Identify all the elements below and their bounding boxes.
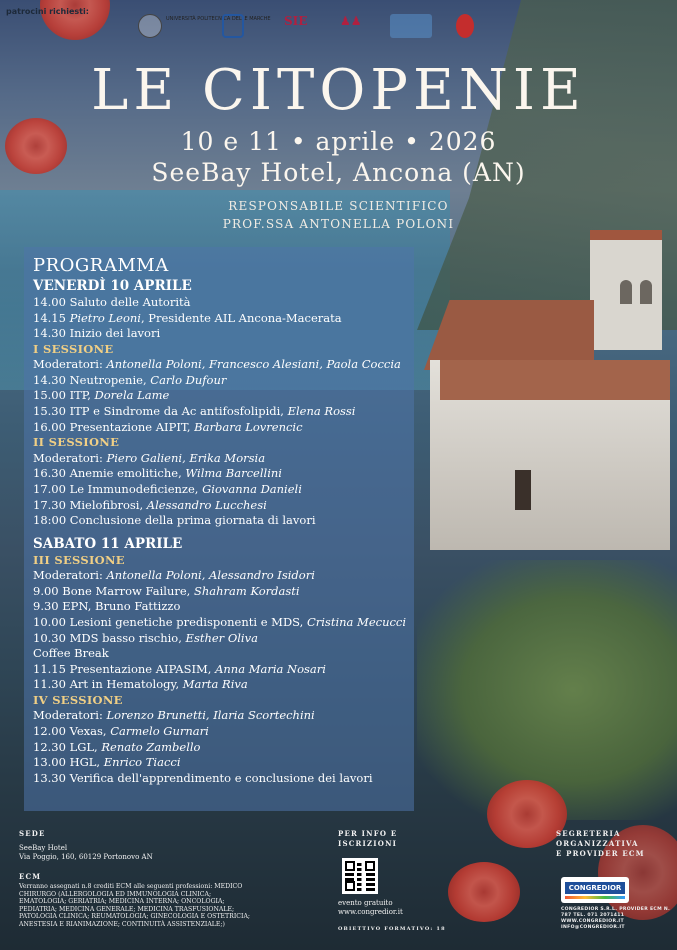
congredior-info: CONGREDIOR S.R.L. PROVIDER ECM N. 787 TEL. 071 2071411 WWW.CONGREDIOR.IT INFO@CONGREDIOR.IT — [561, 907, 671, 930]
program-speaker: Antonella Poloni, Francesco Alesiani, Paola Coccia — [106, 357, 401, 372]
program-topic: LGL, — [69, 739, 102, 754]
program-heading: PROGRAMMA — [33, 255, 169, 276]
program-row — [33, 740, 406, 756]
program-speaker: Alessandro Lucchesi — [146, 497, 267, 512]
program-topic: Moderatori: — [33, 357, 107, 372]
sie-logo: SIE — [284, 14, 308, 28]
program-row — [33, 357, 406, 373]
info-label: ISCRIZIONI — [338, 839, 398, 848]
program-time: 14.30 — [33, 326, 70, 341]
program-topic: Saluto delle Autorità — [69, 295, 191, 309]
obiettivo-formativo: OBIETTIVO FORMATIVO: 18 — [338, 926, 446, 932]
program-speaker: Giovanna Danieli — [202, 481, 302, 496]
sede-label: SEDE — [19, 829, 46, 838]
program-session-heading: II SESSIONE — [33, 435, 120, 450]
program-body — [33, 278, 406, 786]
program-row — [33, 311, 406, 327]
program-topic: Anemie emolitiche, — [69, 466, 186, 481]
program-speaker: Shahram Kordasti — [194, 583, 300, 598]
program-row — [33, 513, 406, 529]
program-topic: Art in Hematology, — [69, 677, 183, 692]
event-venue: SeeBay Hotel, Ancona (AN) — [151, 158, 526, 187]
program-row — [33, 388, 406, 404]
program-topic: Moderatori: — [33, 450, 107, 465]
program-time: 15.30 — [33, 404, 70, 419]
program-row — [33, 420, 406, 436]
program-row — [33, 662, 406, 678]
program-row — [33, 482, 406, 498]
program-row — [33, 755, 406, 771]
church-window — [640, 280, 652, 304]
sede-name: SeeBay Hotel — [19, 844, 68, 852]
program-topic: Conclusione della prima giornata di lavori — [69, 513, 316, 528]
association-logo — [456, 14, 474, 38]
ecm-text: Verranno assegnati n.8 crediti ECM alle seguenti professioni: MEDICO CHIRURGO (ALLERGOLOGIA ED IMMUNOLOGIA CLINICA; EMATOLOGIA; GERIATRIA; MEDICINA INTERNA; ONCOLOGIA; PEDIATRIA; MEDICINA GENERALE; MEDICINA TRASFUSIONALE; PATOLOGIA CLINICA; REUMATOLOGIA; GINECOLOGIA E OSTETRICIA; ANESTESIA E RIANIMAZIONE; CONTINUITÀ ASSISTENZIALE;) — [19, 883, 250, 928]
program-time: 13.30 — [33, 770, 70, 785]
program-topic: HGL, — [69, 755, 104, 770]
program-time: 12.00 — [33, 724, 70, 739]
program-row — [33, 615, 406, 631]
program-time: 10.00 — [33, 615, 70, 629]
program-topic: Presentazione AIPASIM, — [69, 661, 216, 676]
program-topic: Le Immunodeficienze, — [69, 481, 203, 496]
program-time: 15.00 — [33, 388, 70, 403]
program-topic: Moderatori: — [33, 708, 107, 723]
program-time: 14.00 — [33, 295, 70, 309]
program-speaker: Marta Riva — [182, 677, 248, 692]
segreteria-label: E PROVIDER ECM — [556, 849, 645, 858]
program-row — [33, 599, 406, 615]
program-day-heading: SABATO 11 APRILE — [33, 535, 183, 552]
program-time: 14.30 — [33, 372, 70, 387]
church-illustration — [430, 220, 670, 550]
program-speaker: Carmelo Gurnari — [110, 724, 209, 739]
program-topic: Moderatori: — [33, 568, 107, 583]
church-window — [620, 280, 632, 304]
program-topic: Bone Marrow Failure, — [62, 583, 194, 598]
program-row — [33, 646, 406, 662]
red-blood-cell — [40, 0, 110, 40]
program-time: 12.30 — [33, 739, 70, 754]
program-topic: Lesioni genetiche predisponenti e MDS, — [69, 615, 307, 629]
program-row — [33, 451, 406, 467]
program-speaker: Barbara Lovrencic — [194, 419, 303, 434]
program-day-heading: VENERDÌ 10 APRILE — [33, 278, 192, 294]
program-row — [33, 631, 406, 647]
program-session-heading: IV SESSIONE — [33, 692, 123, 707]
program-speaker: Esther Oliva — [185, 630, 258, 645]
program-speaker: Pietro Leoni — [69, 310, 141, 325]
info-label: PER INFO E — [338, 829, 398, 838]
program-time: 16.00 — [33, 419, 70, 434]
garden-background — [417, 560, 677, 820]
program-time: 10.30 — [33, 630, 70, 645]
program-row — [33, 677, 406, 693]
program-row — [33, 584, 406, 600]
program-row — [33, 568, 406, 584]
ail-logo — [222, 14, 244, 38]
program-time: 18:00 — [33, 513, 70, 528]
program-row — [33, 498, 406, 514]
program-speaker: Antonella Poloni, Alessandro Isidori — [106, 568, 315, 583]
ecm-label: ECM — [19, 872, 42, 881]
program-time: 14.15 — [33, 310, 70, 325]
program-topic: Presentazione AIPIT, — [69, 419, 195, 434]
program-row — [33, 326, 406, 342]
program-topic: , Presidente AIL Ancona-Macerata — [140, 310, 342, 325]
program-topic: Vexas, — [69, 724, 111, 739]
program-speaker: Wilma Barcellini — [185, 466, 282, 481]
program-speaker: Lorenzo Brunetti, Ilaria Scortechini — [106, 708, 315, 723]
program-topic: Inizio dei lavori — [69, 326, 161, 341]
program-topic: ITP e Sindrome da Ac antifosfolipidi, — [69, 404, 288, 419]
program-row — [33, 373, 406, 389]
program-topic: ITP, — [69, 388, 95, 403]
segreteria-label: ORGANIZZATIVA — [556, 839, 639, 848]
program-speaker: Carlo Dufour — [150, 372, 227, 387]
footer — [0, 825, 677, 950]
association-logo: ♟♟ — [340, 14, 362, 28]
program-row — [33, 771, 406, 787]
program-session-heading: I SESSIONE — [33, 341, 114, 356]
program-time: 11.30 — [33, 677, 70, 692]
responsabile-name: PROF.SSA ANTONELLA POLONI — [222, 217, 455, 231]
event-title: LE CITOPENIE — [91, 58, 586, 123]
program-speaker: Enrico Tiacci — [103, 755, 181, 770]
program-time: 17.00 — [33, 481, 70, 496]
evento-gratuito: evento gratuito — [338, 899, 393, 907]
program-time: 17.30 — [33, 497, 70, 512]
program-topic: Verifica dell'apprendimento e conclusione dei lavori — [69, 770, 373, 785]
univpm-logo-text: UNIVERSITÀ POLITECNICA DELLE MARCHE — [166, 16, 271, 22]
program-speaker: Anna Maria Nosari — [215, 661, 326, 676]
segreteria-label: SEGRETERIA — [556, 829, 621, 838]
program-time: 13.00 — [33, 755, 70, 770]
program-row — [33, 708, 406, 724]
program-speaker: Piero Galieni, Erika Morsia — [106, 450, 266, 465]
congredior-logo — [561, 877, 629, 903]
program-speaker: Dorela Lame — [94, 388, 170, 403]
patrocini-label: patrocini richiesti: — [6, 7, 89, 16]
program-topic: EPN, Bruno Fattizzo — [62, 599, 181, 614]
program-speaker: Cristina Mecucci — [306, 615, 407, 629]
program-time: 9.00 — [33, 583, 63, 598]
sede-address: Via Poggio, 160, 60129 Portonovo AN — [19, 853, 153, 861]
univpm-logo — [138, 14, 162, 38]
association-logo — [390, 14, 432, 38]
event-date: 10 e 11 • aprile • 2026 — [180, 127, 497, 156]
program-time: 16.30 — [33, 466, 70, 481]
sponsor-logos — [138, 14, 478, 40]
church-door — [515, 470, 531, 510]
program-row — [33, 404, 406, 420]
program-topic: Coffee Break — [33, 646, 109, 661]
program-topic: MDS basso rischio, — [69, 630, 186, 645]
program-topic: Mielofibrosi, — [69, 497, 147, 512]
congredior-logo-mark: CONGREDIOR — [565, 882, 625, 894]
responsabile-label: RESPONSABILE SCIENTIFICO — [228, 199, 449, 213]
program-session-heading: III SESSIONE — [33, 552, 125, 567]
program-speaker: Renato Zambello — [101, 739, 201, 754]
program-time: 9.30 — [33, 599, 63, 614]
program-panel — [24, 247, 414, 811]
program-time: 11.15 — [33, 661, 70, 676]
program-speaker: Elena Rossi — [287, 404, 356, 419]
qr-code[interactable] — [342, 858, 378, 894]
program-topic: Neutropenie, — [69, 372, 151, 387]
program-row — [33, 724, 406, 740]
church-roof-lower — [440, 360, 670, 400]
program-row — [33, 466, 406, 482]
program-row — [33, 295, 406, 311]
website-link[interactable]: www.congredior.it — [338, 908, 403, 916]
